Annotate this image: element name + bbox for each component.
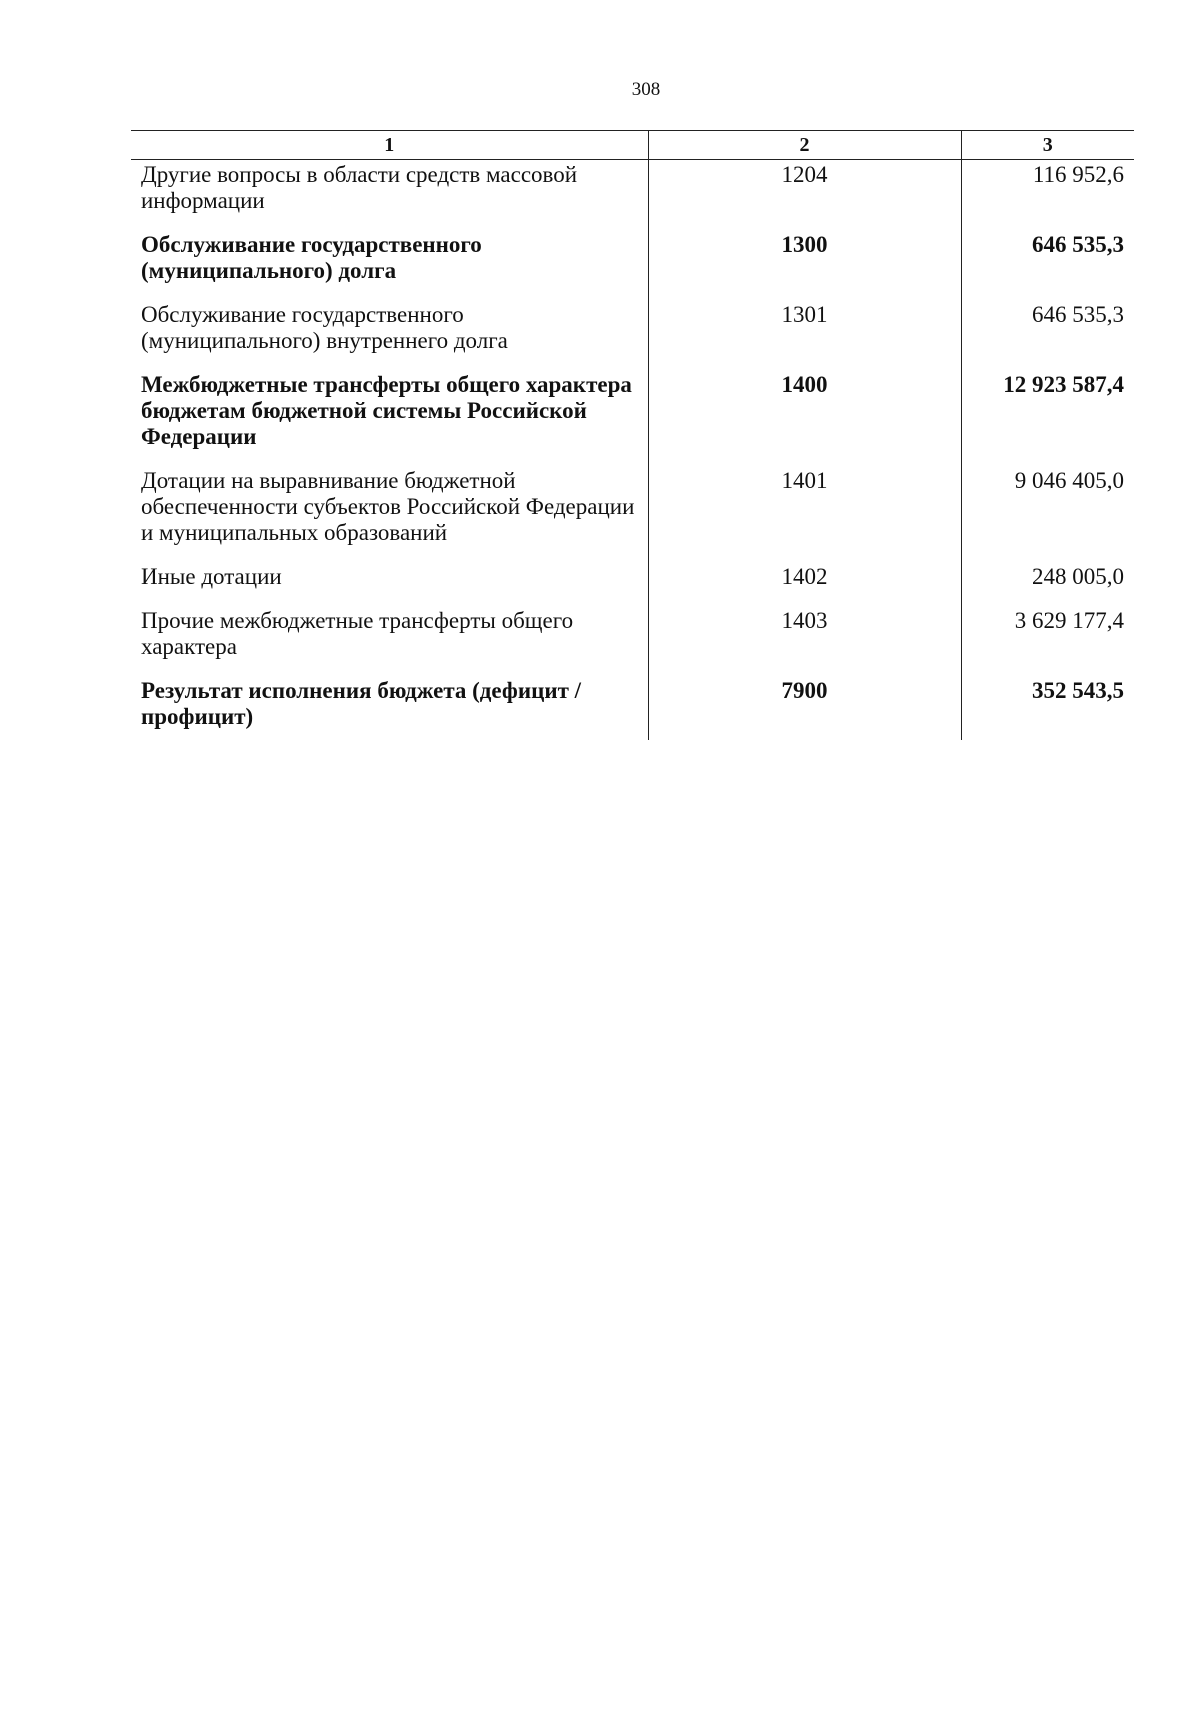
row-name: Дотации на выравнивание бюджетной обеспеченности субъектов Российской Федерации и муниципальных образований [141, 468, 635, 545]
row-code: 1401 [648, 468, 961, 564]
table-row [131, 302, 1134, 372]
row-amount: 3 629 177,4 [961, 608, 1134, 678]
page-number: 308 [631, 79, 661, 100]
row-code: 1301 [648, 302, 961, 372]
header-col-1: 1 [131, 131, 648, 160]
row-name: Другие вопросы в области средств массовой информации [141, 162, 578, 213]
table-row [131, 678, 1134, 740]
row-code: 7900 [648, 678, 961, 740]
row-amount: 646 535,3 [961, 232, 1134, 302]
row-name: Прочие межбюджетные трансферты общего характера [141, 608, 574, 659]
row-code: 1300 [648, 232, 961, 302]
row-code: 1400 [648, 372, 961, 468]
row-amount: 116 952,6 [961, 160, 1134, 233]
row-amount: 646 535,3 [961, 302, 1134, 372]
table-row [131, 372, 1134, 468]
table-row [131, 564, 1134, 608]
row-name: Иные дотации [141, 564, 282, 589]
table-row [131, 232, 1134, 302]
row-name: Результат исполнения бюджета (дефицит / профицит) [141, 678, 582, 729]
row-name: Обслуживание государственного (муниципального) долга [141, 232, 482, 283]
row-name: Межбюджетные трансферты общего характера бюджетам бюджетной системы Российской Федерации [141, 372, 632, 449]
row-amount: 248 005,0 [961, 564, 1134, 608]
table-body [131, 160, 1134, 741]
budget-table [131, 130, 1134, 740]
header-row [131, 131, 1134, 160]
table-row [131, 608, 1134, 678]
row-code: 1402 [648, 564, 961, 608]
row-name: Обслуживание государственного (муниципального) внутреннего долга [141, 302, 508, 353]
row-code: 1403 [648, 608, 961, 678]
row-code: 1204 [648, 160, 961, 233]
table-row [131, 468, 1134, 564]
row-amount: 352 543,5 [961, 678, 1134, 740]
table-row [131, 160, 1134, 233]
row-amount: 12 923 587,4 [961, 372, 1134, 468]
header-col-3: 3 [961, 131, 1134, 160]
row-amount: 9 046 405,0 [961, 468, 1134, 564]
table-header [131, 131, 1134, 160]
header-col-2: 2 [648, 131, 961, 160]
